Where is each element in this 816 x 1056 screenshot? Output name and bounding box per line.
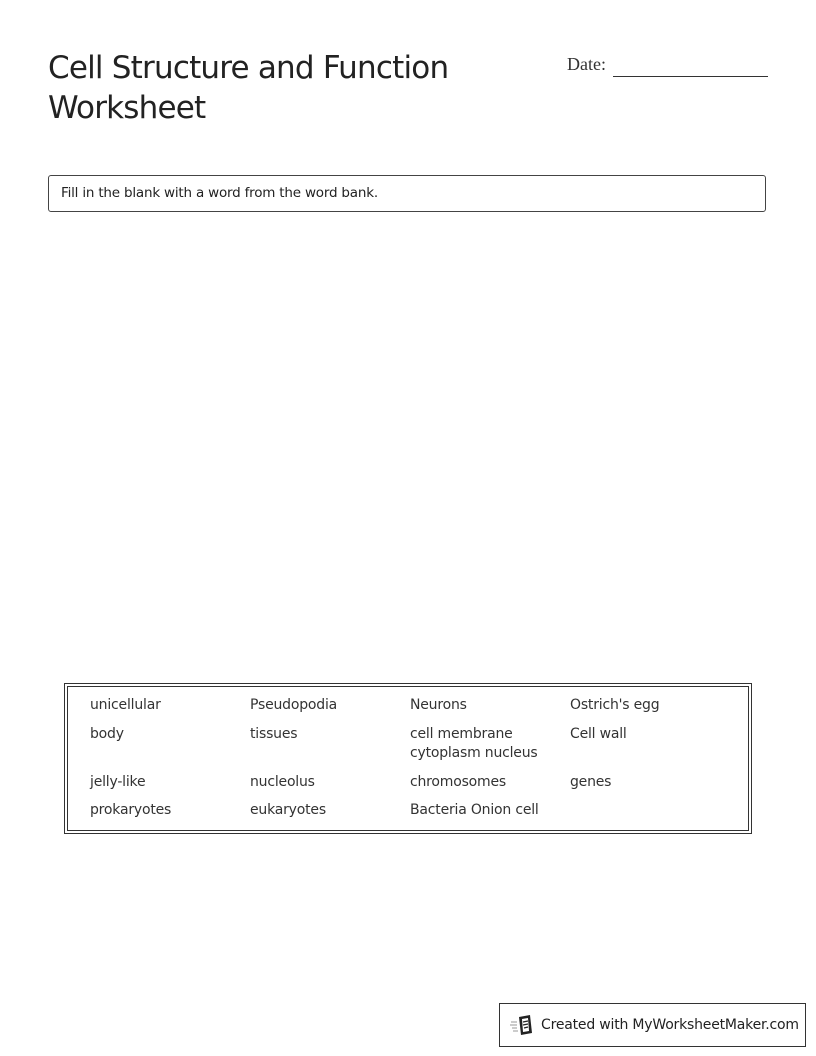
word-bank-item: Bacteria Onion cell [410,802,539,818]
word-bank-item: prokaryotes [90,802,172,818]
word-bank [64,683,752,834]
date-blank-line[interactable] [613,76,768,77]
answer-area [48,225,766,670]
date-field [567,53,769,79]
word-bank-item: nucleolus [250,773,315,790]
word-bank-item: body [90,725,124,742]
page-title-line-1: Cell Structure and Function [48,50,449,86]
word-bank-item: Pseudopodia [250,697,338,713]
word-bank-item: genes [570,773,612,790]
instructions-box [48,175,766,212]
word-bank-grid [90,696,730,821]
word-bank-item: Cell wall [570,725,627,742]
word-bank-item: chromosomes [410,773,506,790]
page-title [48,48,528,128]
instructions-text: Fill in the blank with a word from the word bank. [61,185,378,201]
footer-credit-badge[interactable] [499,1003,806,1047]
word-bank-item: jelly-like [90,773,146,790]
word-bank-item: tissues [250,725,298,742]
footer-credit-text: Created with MyWorksheetMaker.com [541,1017,799,1033]
word-bank-item: Ostrich's egg [570,697,660,713]
word-bank-item: Neurons [410,697,467,713]
worksheet-maker-logo-icon [510,1015,534,1035]
word-bank-item: cell membrane cytoplasm nucleus [410,725,538,761]
date-label: Date: [567,54,606,74]
word-bank-item [570,801,720,821]
word-bank-item: eukaryotes [250,802,326,818]
word-bank-item: unicellular [90,697,161,713]
page-title-line-2: Worksheet [48,90,206,126]
